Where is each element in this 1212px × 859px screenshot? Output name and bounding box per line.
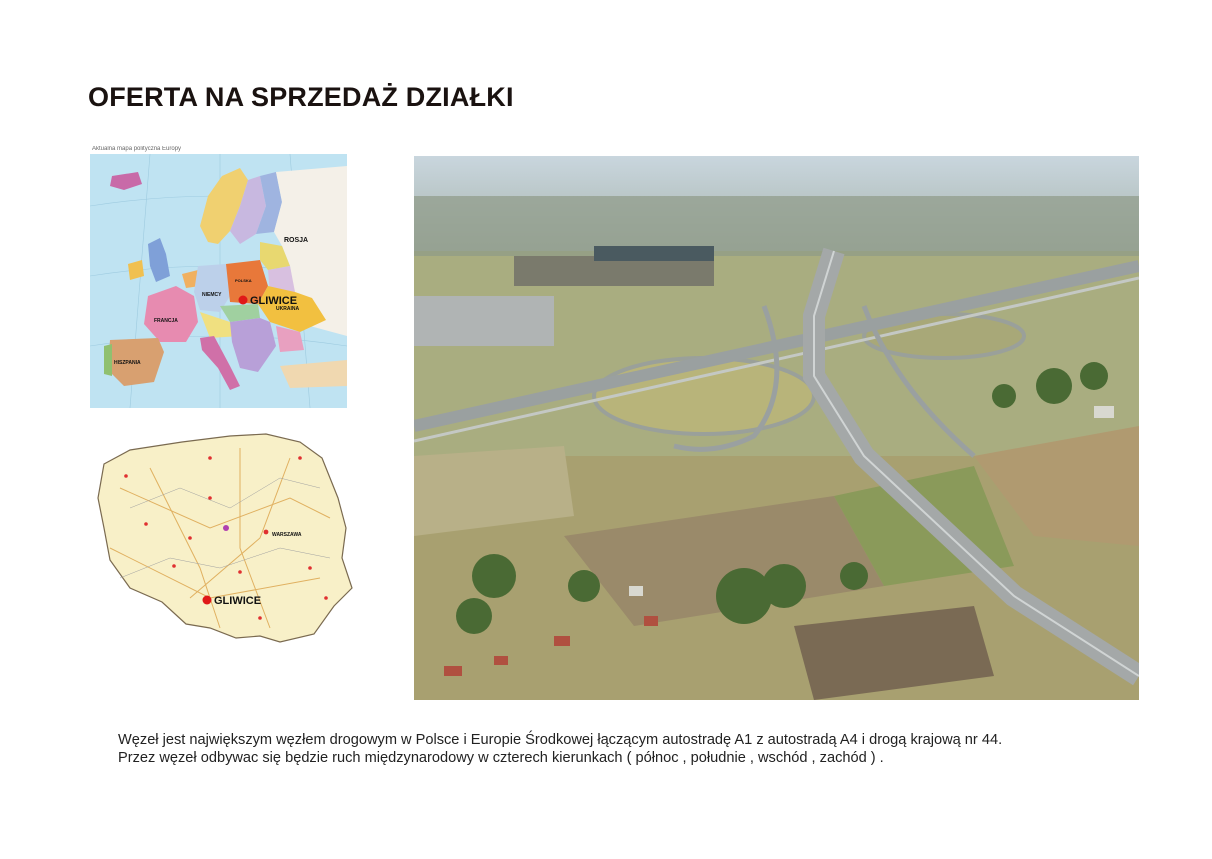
label-francja: FRANCJA (154, 318, 178, 324)
description-line-2: Przez węzeł odbywac się będzie ruch międzynarodowy w czterech kierunkach ( północ , południe , wschód , zachód ) . (118, 750, 884, 766)
label-ukraina: UKRAINA (276, 306, 300, 312)
poland-capital-label: WARSZAWA (272, 532, 302, 538)
description-text (118, 731, 1178, 767)
label-niemcy: NIEMCY (202, 292, 222, 298)
page-title: OFERTA NA SPRZEDAŻ DZIAŁKI (88, 82, 514, 112)
europe-map (90, 146, 347, 408)
label-polska: POLSKA (235, 278, 252, 283)
label-rosja: ROSJA (284, 237, 309, 244)
label-hiszpania: HISZPANIA (114, 360, 141, 366)
poland-city-label: GLIWICE (214, 595, 262, 607)
interchange-aerial-photo (414, 156, 1139, 700)
europe-map-caption: Aktualna mapa polityczna Europy (92, 146, 182, 152)
gliwice-marker-icon (239, 296, 248, 305)
description-line-1: Węzeł jest największym węzłem drogowym w Polsce i Europie Środkowej łączącym autostradę A1 z autostradą A4 i drogą krajową nr 44. (118, 732, 1003, 748)
poland-map (90, 428, 362, 662)
gliwice-marker-icon-poland (203, 596, 212, 605)
europe-city-label: GLIWICE (250, 295, 298, 307)
